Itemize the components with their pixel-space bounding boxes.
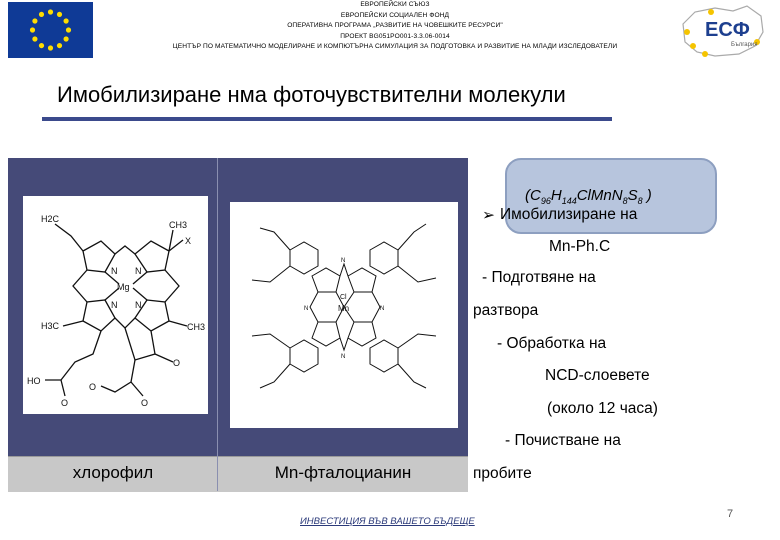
logo-text: ЕСФ	[705, 19, 750, 41]
eu-stars-icon	[8, 2, 93, 58]
chlorophyll-structure-image	[23, 196, 208, 414]
eu-star-icon	[57, 12, 62, 17]
atom-label: N	[304, 306, 309, 312]
slide-title: Имобилизиране нма фоточувствителни молекули	[57, 82, 566, 107]
header-line: ЕВРОПЕЙСКИ СЪЮЗ	[360, 1, 430, 8]
column-divider	[217, 158, 218, 491]
bullet-arrow-icon: ➢	[482, 207, 495, 224]
atom-label: Mg	[117, 282, 130, 292]
bullet-line: пробите	[473, 465, 532, 482]
eu-star-icon	[48, 45, 53, 50]
bullet-line: Mn-Ph.C	[549, 238, 611, 255]
header-text	[110, 0, 680, 53]
caption-chlorophyll: хлорофил	[72, 463, 154, 482]
eu-star-icon	[39, 43, 44, 48]
chlorine-label: Cl	[340, 294, 347, 301]
atom-label: N	[111, 266, 118, 276]
header-line: ОПЕРАТИВНА ПРОГРАМА „РАЗВИТИЕ НА ЧОВЕШКИТЕ РЕСУРСИ"	[287, 22, 503, 30]
caption-phthalocyanine: Mn-фталоцианин	[274, 463, 412, 482]
phthalocyanine-structure-image	[230, 202, 458, 428]
bullet-main: Имобилизиране на	[500, 206, 638, 223]
chemical-formula: ($C_{96}H_{144}ClMnN_8S_8$ )	[525, 187, 652, 206]
atom-label: N	[111, 300, 118, 310]
eu-star-icon	[63, 36, 68, 41]
header-line: ПРОЕКТ BG051PO001-3.3.06-0014	[340, 32, 450, 40]
bullet-line: - Почистване на	[505, 432, 621, 449]
atom-label: N	[135, 300, 142, 310]
title-underline	[42, 117, 612, 121]
eu-star-icon	[48, 9, 53, 14]
metal-label: Mn	[338, 304, 350, 313]
atom-label: O	[141, 398, 149, 408]
eu-star-icon	[30, 27, 35, 32]
eu-star-icon	[66, 27, 71, 32]
atom-label: H3C	[41, 321, 60, 331]
atom-label: N	[135, 266, 142, 276]
molecule-table	[8, 158, 468, 491]
esf-logo	[675, 2, 770, 62]
header-line: ЕВРОПЕЙСКИ СОЦИАЛЕН ФОНД	[340, 11, 450, 19]
atom-label: CH3	[187, 322, 206, 332]
atom-label: X	[185, 236, 192, 246]
eu-star-icon	[32, 18, 37, 23]
bullet-line: NCD-слоевете	[545, 367, 650, 384]
bullet-line: разтвора	[473, 302, 539, 319]
logo-subtext: България	[731, 42, 758, 48]
atom-label: N	[341, 354, 346, 360]
atom-label: O	[89, 382, 97, 392]
atom-label: N	[341, 258, 346, 264]
eu-star-icon	[57, 43, 62, 48]
eu-flag-logo	[8, 2, 93, 58]
bullet-line: - Обработка на	[497, 335, 607, 352]
footer-slogan: ИНВЕСТИЦИЯ ВЪВ ВАШЕТО БЪДЕЩЕ	[300, 516, 475, 527]
page-number: 7	[727, 508, 734, 520]
atom-label: O	[61, 398, 69, 408]
atom-label: O	[173, 358, 181, 368]
eu-star-icon	[39, 12, 44, 17]
bullet-line: - Подготвяне на	[482, 269, 596, 286]
bullet-line: (около 12 часа)	[547, 400, 658, 417]
atom-label: HO	[27, 376, 41, 386]
eu-star-icon	[32, 36, 37, 41]
atom-label: N	[380, 306, 385, 312]
atom-label: CH3	[169, 220, 188, 230]
header-line: ЦЕНТЪР ПО МАТЕМАТИЧНО МОДЕЛИРАНЕ И КОМПЮТЪРНА СИМУЛАЦИЯ ЗА ПОДГОТОВКА И РАЗВИТИЕ НА МЛАДИ ИЗСЛЕДОВАТЕЛИ	[172, 43, 618, 51]
atom-label: H2C	[41, 214, 60, 224]
eu-star-icon	[63, 18, 68, 23]
